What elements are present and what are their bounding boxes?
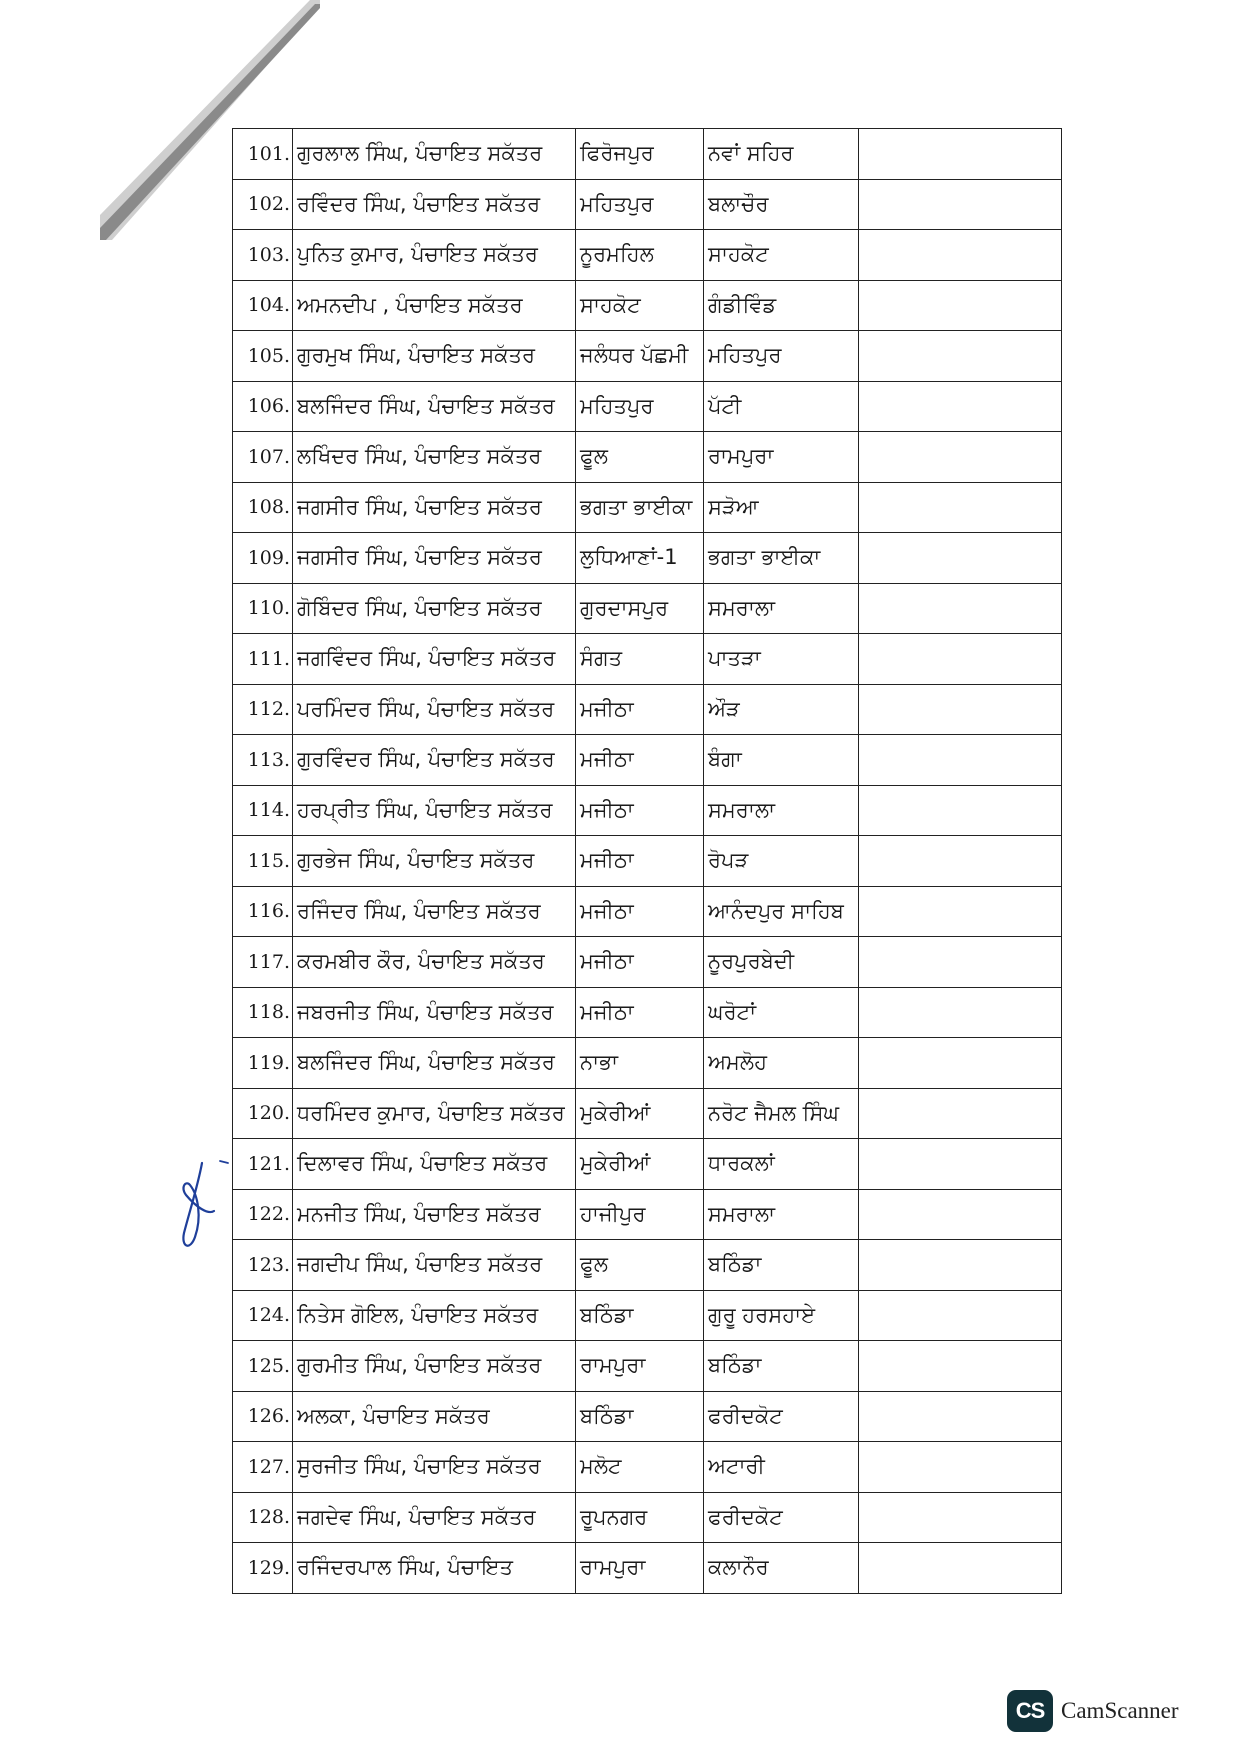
- to-station-cell: ਧਾਰਕਲਾਂ: [704, 1139, 859, 1190]
- employee-name-cell: ਗੁਰਮੀਤ ਸਿੰਘ, ਪੰਚਾਇਤ ਸਕੱਤਰ: [293, 1341, 576, 1392]
- serial-number-cell: 121.: [233, 1139, 293, 1190]
- from-station-cell: ਰਾਮਪੁਰਾ: [576, 1543, 704, 1594]
- table-row: [233, 1391, 1062, 1442]
- table-row: [233, 1492, 1062, 1543]
- camscanner-watermark: [1007, 1690, 1179, 1732]
- serial-number-cell: 125.: [233, 1341, 293, 1392]
- table-row: [233, 583, 1062, 634]
- from-station-cell: ਮਜੀਠਾ: [576, 987, 704, 1038]
- table-body: [233, 129, 1062, 1594]
- remarks-cell: [859, 432, 1062, 483]
- remarks-cell: [859, 280, 1062, 331]
- serial-number-cell: 119.: [233, 1038, 293, 1089]
- table-row: [233, 230, 1062, 281]
- remarks-cell: [859, 836, 1062, 887]
- remarks-cell: [859, 1543, 1062, 1594]
- serial-number-cell: 123.: [233, 1240, 293, 1291]
- serial-number-cell: 126.: [233, 1391, 293, 1442]
- to-station-cell: ਅਮਲੋਹ: [704, 1038, 859, 1089]
- table-row: [233, 836, 1062, 887]
- from-station-cell: ਮਜੀਠਾ: [576, 735, 704, 786]
- from-station-cell: ਫਿਰੋਜਪੁਰ: [576, 129, 704, 180]
- serial-number-cell: 122.: [233, 1189, 293, 1240]
- serial-number-cell: 120.: [233, 1088, 293, 1139]
- employee-name-cell: ਮਨਜੀਤ ਸਿੰਘ, ਪੰਚਾਇਤ ਸਕੱਤਰ: [293, 1189, 576, 1240]
- table-row: [233, 432, 1062, 483]
- employee-name-cell: ਅਮਨਦੀਪ , ਪੰਚਾਇਤ ਸਕੱਤਰ: [293, 280, 576, 331]
- remarks-cell: [859, 1290, 1062, 1341]
- table-row: [233, 1088, 1062, 1139]
- to-station-cell: ਨੂਰਪੁਰਬੇਦੀ: [704, 937, 859, 988]
- camscanner-badge: CS: [1007, 1690, 1053, 1732]
- table-row: [233, 1189, 1062, 1240]
- employee-name-cell: ਜਬਰਜੀਤ ਸਿੰਘ, ਪੰਚਾਇਤ ਸਕੱਤਰ: [293, 987, 576, 1038]
- serial-number-cell: 127.: [233, 1442, 293, 1493]
- from-station-cell: ਸਾਹਕੋਟ: [576, 280, 704, 331]
- to-station-cell: ਸੜੋਆ: [704, 482, 859, 533]
- table-row: [233, 280, 1062, 331]
- remarks-cell: [859, 1189, 1062, 1240]
- employee-name-cell: ਰਜਿੰਦਰਪਾਲ ਸਿੰਘ, ਪੰਚਾਇਤ: [293, 1543, 576, 1594]
- remarks-cell: [859, 482, 1062, 533]
- serial-number-cell: 103.: [233, 230, 293, 281]
- from-station-cell: ਮਹਿਤਪੁਰ: [576, 381, 704, 432]
- from-station-cell: ਬਠਿੰਡਾ: [576, 1290, 704, 1341]
- table-row: [233, 1290, 1062, 1341]
- table-row: [233, 634, 1062, 685]
- to-station-cell: ਪੱਟੀ: [704, 381, 859, 432]
- remarks-cell: [859, 937, 1062, 988]
- serial-number-cell: 114.: [233, 785, 293, 836]
- table-row: [233, 482, 1062, 533]
- to-station-cell: ਬੰਗਾ: [704, 735, 859, 786]
- table-row: [233, 1442, 1062, 1493]
- serial-number-cell: 113.: [233, 735, 293, 786]
- to-station-cell: ਭਗਤਾ ਭਾਈਕਾ: [704, 533, 859, 584]
- serial-number-cell: 104.: [233, 280, 293, 331]
- employee-name-cell: ਜਗਦੇਵ ਸਿੰਘ, ਪੰਚਾਇਤ ਸਕੱਤਰ: [293, 1492, 576, 1543]
- serial-number-cell: 117.: [233, 937, 293, 988]
- from-station-cell: ਫੂਲ: [576, 1240, 704, 1291]
- employee-name-cell: ਗੋਬਿੰਦਰ ਸਿੰਘ, ਪੰਚਾਇਤ ਸਕੱਤਰ: [293, 583, 576, 634]
- table-row: [233, 179, 1062, 230]
- to-station-cell: ਅਟਾਰੀ: [704, 1442, 859, 1493]
- employee-name-cell: ਹਰਪ੍ਰੀਤ ਸਿੰਘ, ਪੰਚਾਇਤ ਸਕੱਤਰ: [293, 785, 576, 836]
- to-station-cell: ਗੰਡੀਵਿੰਡ: [704, 280, 859, 331]
- employee-name-cell: ਗੁਰਭੇਜ ਸਿੰਘ, ਪੰਚਾਇਤ ਸਕੱਤਰ: [293, 836, 576, 887]
- remarks-cell: [859, 634, 1062, 685]
- to-station-cell: ਗੁਰੂ ਹਰਸਹਾਏ: [704, 1290, 859, 1341]
- remarks-cell: [859, 1341, 1062, 1392]
- employee-name-cell: ਕਰਮਬੀਰ ਕੌਰ, ਪੰਚਾਇਤ ਸਕੱਤਰ: [293, 937, 576, 988]
- serial-number-cell: 107.: [233, 432, 293, 483]
- to-station-cell: ਰਾਮਪੁਰਾ: [704, 432, 859, 483]
- remarks-cell: [859, 230, 1062, 281]
- serial-number-cell: 124.: [233, 1290, 293, 1341]
- from-station-cell: ਲੁਧਿਆਣਾਂ-1: [576, 533, 704, 584]
- employee-name-cell: ਸੁਰਜੀਤ ਸਿੰਘ, ਪੰਚਾਇਤ ਸਕੱਤਰ: [293, 1442, 576, 1493]
- employee-name-cell: ਗੁਰਵਿੰਦਰ ਸਿੰਘ, ਪੰਚਾਇਤ ਸਕੱਤਰ: [293, 735, 576, 786]
- employee-name-cell: ਬਲਜਿੰਦਰ ਸਿੰਘ, ਪੰਚਾਇਤ ਸਕੱਤਰ: [293, 381, 576, 432]
- employee-name-cell: ਜਗਵਿੰਦਰ ਸਿੰਘ, ਪੰਚਾਇਤ ਸਕੱਤਰ: [293, 634, 576, 685]
- serial-number-cell: 106.: [233, 381, 293, 432]
- table-row: [233, 785, 1062, 836]
- serial-number-cell: 129.: [233, 1543, 293, 1594]
- employee-name-cell: ਦਿਲਾਵਰ ਸਿੰਘ, ਪੰਚਾਇਤ ਸਕੱਤਰ: [293, 1139, 576, 1190]
- from-station-cell: ਜਲੰਧਰ ਪੱਛਮੀ: [576, 331, 704, 382]
- table-row: [233, 1543, 1062, 1594]
- serial-number-cell: 116.: [233, 886, 293, 937]
- from-station-cell: ਮੁਕੇਰੀਆਂ: [576, 1088, 704, 1139]
- camscanner-label: CamScanner: [1061, 1698, 1179, 1723]
- table-row: [233, 1139, 1062, 1190]
- remarks-cell: [859, 886, 1062, 937]
- table-row: [233, 987, 1062, 1038]
- from-station-cell: ਫੂਲ: [576, 432, 704, 483]
- employee-name-cell: ਨਿਤੇਸ ਗੋਇਲ, ਪੰਚਾਇਤ ਸਕੱਤਰ: [293, 1290, 576, 1341]
- from-station-cell: ਮਜੀਠਾ: [576, 785, 704, 836]
- remarks-cell: [859, 1139, 1062, 1190]
- employee-name-cell: ਪੁਨਿਤ ਕੁਮਾਰ, ਪੰਚਾਇਤ ਸਕੱਤਰ: [293, 230, 576, 281]
- table-row: [233, 1341, 1062, 1392]
- employee-name-cell: ਜਗਸੀਰ ਸਿੰਘ, ਪੰਚਾਇਤ ਸਕੱਤਰ: [293, 533, 576, 584]
- from-station-cell: ਮਜੀਠਾ: [576, 684, 704, 735]
- handwritten-signature: [168, 1155, 248, 1265]
- from-station-cell: ਗੁਰਦਾਸਪੁਰ: [576, 583, 704, 634]
- from-station-cell: ਭਗਤਾ ਭਾਈਕਾ: [576, 482, 704, 533]
- table-row: [233, 129, 1062, 180]
- serial-number-cell: 101.: [233, 129, 293, 180]
- from-station-cell: ਨੂਰਮਹਿਲ: [576, 230, 704, 281]
- serial-number-cell: 128.: [233, 1492, 293, 1543]
- employee-name-cell: ਗੁਰਮੁਖ ਸਿੰਘ, ਪੰਚਾਇਤ ਸਕੱਤਰ: [293, 331, 576, 382]
- from-station-cell: ਮੁਕੇਰੀਆਂ: [576, 1139, 704, 1190]
- remarks-cell: [859, 533, 1062, 584]
- to-station-cell: ਸਮਰਾਲਾ: [704, 1189, 859, 1240]
- table-row: [233, 331, 1062, 382]
- from-station-cell: ਰਾਮਪੁਰਾ: [576, 1341, 704, 1392]
- remarks-cell: [859, 987, 1062, 1038]
- from-station-cell: ਸੰਗਤ: [576, 634, 704, 685]
- employee-name-cell: ਜਗਸੀਰ ਸਿੰਘ, ਪੰਚਾਇਤ ਸਕੱਤਰ: [293, 482, 576, 533]
- remarks-cell: [859, 1492, 1062, 1543]
- from-station-cell: ਨਾਭਾ: [576, 1038, 704, 1089]
- employee-name-cell: ਗੁਰਲਾਲ ਸਿੰਘ, ਪੰਚਾਇਤ ਸਕੱਤਰ: [293, 129, 576, 180]
- remarks-cell: [859, 1442, 1062, 1493]
- from-station-cell: ਮਜੀਠਾ: [576, 937, 704, 988]
- to-station-cell: ਸਮਰਾਲਾ: [704, 785, 859, 836]
- to-station-cell: ਘਰੋਟਾਂ: [704, 987, 859, 1038]
- from-station-cell: ਮਹਿਤਪੁਰ: [576, 179, 704, 230]
- remarks-cell: [859, 129, 1062, 180]
- table-row: [233, 533, 1062, 584]
- transfer-table: [232, 128, 1062, 1594]
- serial-number-cell: 108.: [233, 482, 293, 533]
- employee-name-cell: ਲਖਿੰਦਰ ਸਿੰਘ, ਪੰਚਾਇਤ ਸਕੱਤਰ: [293, 432, 576, 483]
- from-station-cell: ਰੂਪਨਗਰ: [576, 1492, 704, 1543]
- to-station-cell: ਰੋਪੜ: [704, 836, 859, 887]
- remarks-cell: [859, 1391, 1062, 1442]
- from-station-cell: ਮਜੀਠਾ: [576, 886, 704, 937]
- employee-name-cell: ਧਰਮਿੰਦਰ ਕੁਮਾਰ, ਪੰਚਾਇਤ ਸਕੱਤਰ: [293, 1088, 576, 1139]
- employee-name-cell: ਜਗਦੀਪ ਸਿੰਘ, ਪੰਚਾਇਤ ਸਕੱਤਰ: [293, 1240, 576, 1291]
- remarks-cell: [859, 179, 1062, 230]
- table-row: [233, 886, 1062, 937]
- remarks-cell: [859, 583, 1062, 634]
- to-station-cell: ਫਰੀਦਕੋਟ: [704, 1391, 859, 1442]
- serial-number-cell: 105.: [233, 331, 293, 382]
- to-station-cell: ਨਰੋਟ ਜੈਮਲ ਸਿੰਘ: [704, 1088, 859, 1139]
- to-station-cell: ਬਲਾਚੌਰ: [704, 179, 859, 230]
- employee-name-cell: ਪਰਮਿੰਦਰ ਸਿੰਘ, ਪੰਚਾਇਤ ਸਕੱਤਰ: [293, 684, 576, 735]
- remarks-cell: [859, 735, 1062, 786]
- table-row: [233, 1038, 1062, 1089]
- from-station-cell: ਬਠਿੰਡਾ: [576, 1391, 704, 1442]
- table-row: [233, 937, 1062, 988]
- serial-number-cell: 111.: [233, 634, 293, 685]
- serial-number-cell: 115.: [233, 836, 293, 887]
- table-row: [233, 735, 1062, 786]
- employee-name-cell: ਰਜਿੰਦਰ ਸਿੰਘ, ਪੰਚਾਇਤ ਸਕੱਤਰ: [293, 886, 576, 937]
- to-station-cell: ਕਲਾਨੌਰ: [704, 1543, 859, 1594]
- remarks-cell: [859, 684, 1062, 735]
- employee-name-cell: ਬਲਜਿੰਦਰ ਸਿੰਘ, ਪੰਚਾਇਤ ਸਕੱਤਰ: [293, 1038, 576, 1089]
- employee-name-cell: ਅਲਕਾ, ਪੰਚਾਇਤ ਸਕੱਤਰ: [293, 1391, 576, 1442]
- to-station-cell: ਫਰੀਦਕੋਟ: [704, 1492, 859, 1543]
- remarks-cell: [859, 381, 1062, 432]
- remarks-cell: [859, 1038, 1062, 1089]
- table-row: [233, 1240, 1062, 1291]
- to-station-cell: ਪਾਤੜਾ: [704, 634, 859, 685]
- to-station-cell: ਔੜ: [704, 684, 859, 735]
- remarks-cell: [859, 331, 1062, 382]
- from-station-cell: ਮਲੋਟ: [576, 1442, 704, 1493]
- to-station-cell: ਬਠਿੰਡਾ: [704, 1341, 859, 1392]
- to-station-cell: ਸਮਰਾਲਾ: [704, 583, 859, 634]
- serial-number-cell: 112.: [233, 684, 293, 735]
- from-station-cell: ਹਾਜੀਪੁਰ: [576, 1189, 704, 1240]
- remarks-cell: [859, 1088, 1062, 1139]
- employee-name-cell: ਰਵਿੰਦਰ ਸਿੰਘ, ਪੰਚਾਇਤ ਸਕੱਤਰ: [293, 179, 576, 230]
- remarks-cell: [859, 1240, 1062, 1291]
- to-station-cell: ਬਠਿੰਡਾ: [704, 1240, 859, 1291]
- to-station-cell: ਸਾਹਕੋਟ: [704, 230, 859, 281]
- table-row: [233, 684, 1062, 735]
- to-station-cell: ਨਵਾਂ ਸਹਿਰ: [704, 129, 859, 180]
- serial-number-cell: 109.: [233, 533, 293, 584]
- serial-number-cell: 102.: [233, 179, 293, 230]
- serial-number-cell: 118.: [233, 987, 293, 1038]
- from-station-cell: ਮਜੀਠਾ: [576, 836, 704, 887]
- to-station-cell: ਮਹਿਤਪੁਰ: [704, 331, 859, 382]
- to-station-cell: ਆਨੰਦਪੁਰ ਸਾਹਿਬ: [704, 886, 859, 937]
- serial-number-cell: 110.: [233, 583, 293, 634]
- table-row: [233, 381, 1062, 432]
- remarks-cell: [859, 785, 1062, 836]
